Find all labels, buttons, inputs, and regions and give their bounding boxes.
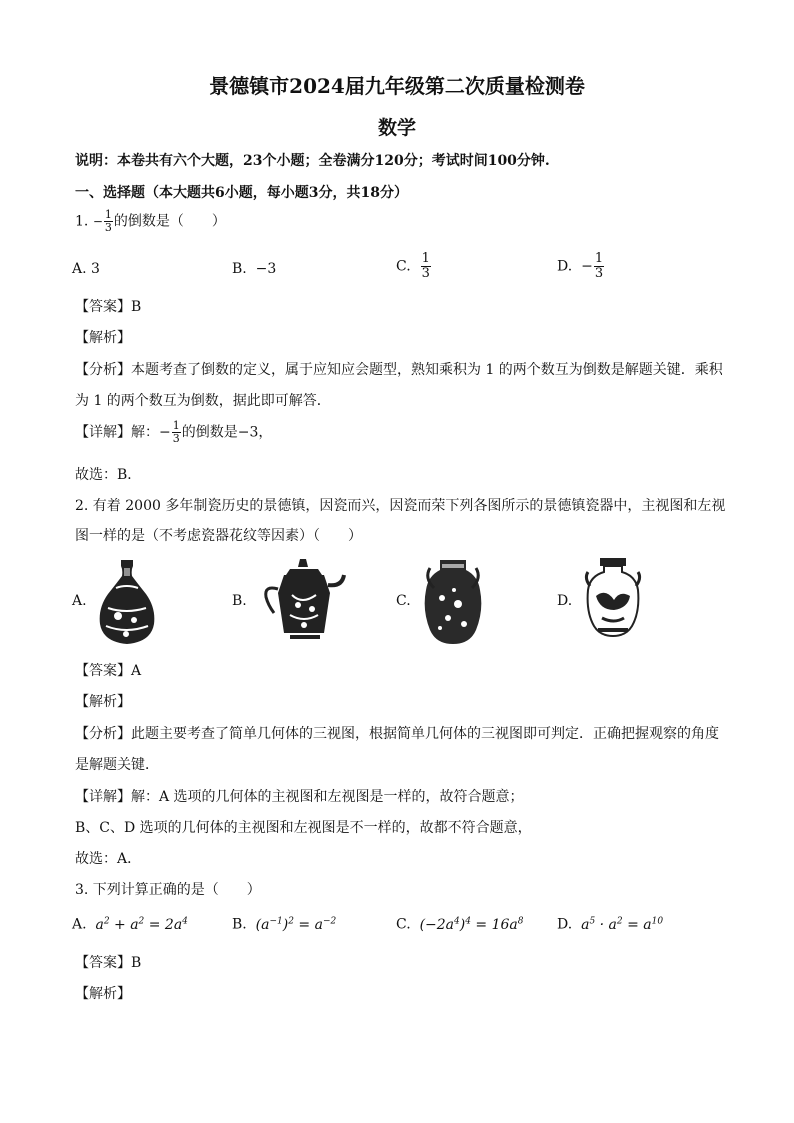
q1-option-d-fraction bbox=[594, 252, 604, 281]
q1-detail-fraction bbox=[172, 420, 181, 445]
q1-text: 的倒数是（ ） bbox=[113, 213, 226, 230]
q1-analysis-line-2: 为 1 的两个数互为倒数，据此即可解答． bbox=[75, 393, 331, 409]
instructions: 说明：本卷共有六个大题，23个小题；全卷满分120分；考试时间100分钟. bbox=[75, 153, 550, 169]
q3-option-d-label: D. bbox=[557, 916, 573, 933]
q1-detail bbox=[75, 420, 272, 445]
q3-option-b-label: B. bbox=[232, 916, 247, 933]
q1-option-b-label: B. bbox=[232, 261, 247, 277]
q1-option-d bbox=[557, 252, 605, 281]
q1-option-a: A. 3 bbox=[72, 261, 100, 277]
q1-conclusion: 故选：B． bbox=[75, 467, 142, 483]
q2-analysis-line-1: 【分析】此题主要考查了简单几何体的三视图，根据简单几何体的三视图即可判定．正确把握观察的角度 bbox=[75, 726, 719, 742]
q3-option-b-expr: $(a^{-1})^2 = a^{-2}$ bbox=[255, 916, 337, 933]
q3-option-d-expr: $a^5 \cdot a^2 = a^{10}$ bbox=[581, 916, 664, 933]
q1-detail-prefix: 【详解】解：− bbox=[75, 424, 171, 441]
q1-option-c bbox=[396, 252, 432, 281]
q3-text: 3. 下列计算正确的是（ ） bbox=[75, 882, 261, 898]
q2-detail-line-2: B、C、D 选项的几何体的主视图和左视图是不一样的，故都不符合题意， bbox=[75, 820, 532, 836]
vase-b-teapot-image bbox=[262, 555, 348, 645]
q3-option-a-label: A. bbox=[72, 916, 87, 933]
q1-answer: 【答案】B bbox=[75, 299, 142, 315]
q1-detail-den: 3 bbox=[172, 432, 180, 445]
q1-option-c-label: C. bbox=[396, 258, 411, 275]
q1-frac-sign: − bbox=[92, 214, 103, 229]
q2-detail-line-1: 【详解】解：A 选项的几何体的主视图和左视图是一样的，故符合题意； bbox=[75, 789, 524, 805]
q1-option-d-label: D. bbox=[557, 258, 573, 275]
q2-label-c: C. bbox=[396, 593, 411, 609]
q3-option-c-expr: $(-2a^4)^4 = 16a^8$ bbox=[419, 916, 524, 933]
q1-number: 1. bbox=[75, 213, 89, 230]
subject-title: 数学 bbox=[377, 117, 416, 139]
q1-analysis-heading: 【解析】 bbox=[75, 330, 131, 346]
q1-option-d-sign: − bbox=[581, 258, 593, 275]
q3-option-d bbox=[557, 916, 663, 933]
vase-d-image bbox=[582, 556, 644, 640]
q1-option-b bbox=[232, 261, 276, 277]
q2-analysis-heading: 【解析】 bbox=[75, 694, 131, 710]
q3-option-b bbox=[232, 916, 336, 933]
q1-detail-num: 1 bbox=[172, 419, 180, 432]
q2-label-d: D. bbox=[557, 593, 573, 609]
q1-fraction bbox=[104, 209, 113, 234]
q2-answer: 【答案】A bbox=[75, 663, 142, 679]
q3-option-c-label: C. bbox=[396, 916, 411, 933]
q3-option-a bbox=[72, 916, 188, 933]
vase-c-image bbox=[420, 558, 486, 650]
q1-detail-suffix: 的倒数是−3， bbox=[181, 424, 273, 441]
q3-option-c bbox=[396, 916, 524, 933]
q3-option-a-expr: $a^2 + a^2 = 2a^4$ bbox=[95, 916, 188, 933]
q1-d-num: 1 bbox=[594, 251, 604, 266]
q3-analysis-heading: 【解析】 bbox=[75, 986, 131, 1002]
q1-analysis-line-1: 【分析】本题考查了倒数的定义，属于应知应会题型，熟知乘积为 1 的两个数互为倒数是解题关键．乘积 bbox=[75, 362, 723, 378]
q2-conclusion: 故选：A． bbox=[75, 851, 142, 867]
q2-label-a: A. bbox=[72, 593, 87, 609]
q1-d-den: 3 bbox=[594, 266, 604, 281]
q3-answer: 【答案】B bbox=[75, 955, 142, 971]
exam-title: 景德镇市2024届九年级第二次质量检测卷 bbox=[209, 74, 585, 98]
q1-c-num: 1 bbox=[421, 251, 430, 266]
q1-c-den: 3 bbox=[421, 266, 430, 281]
section-1-heading: 一、选择题（本大题共6小题，每小题3分，共18分） bbox=[75, 185, 408, 201]
q2-label-b: B. bbox=[232, 593, 247, 609]
vase-a-image bbox=[94, 558, 160, 648]
q2-text-line-2: 图一样的是（不考虑瓷器花纹等因素）（ ） bbox=[75, 528, 362, 544]
q1-frac-den: 3 bbox=[104, 221, 112, 234]
q2-analysis-line-2: 是解题关键． bbox=[75, 757, 159, 773]
q2-text-line-1: 2. 有着 2000 多年制瓷历史的景德镇，因瓷而兴，因瓷而荣下列各图所示的景德镇瓷器中，主视图和左视 bbox=[75, 498, 726, 514]
q1-option-b-value: −3 bbox=[255, 261, 277, 277]
q1-option-c-fraction bbox=[421, 252, 431, 281]
q1-frac-num: 1 bbox=[104, 208, 112, 221]
question-1 bbox=[75, 209, 226, 234]
